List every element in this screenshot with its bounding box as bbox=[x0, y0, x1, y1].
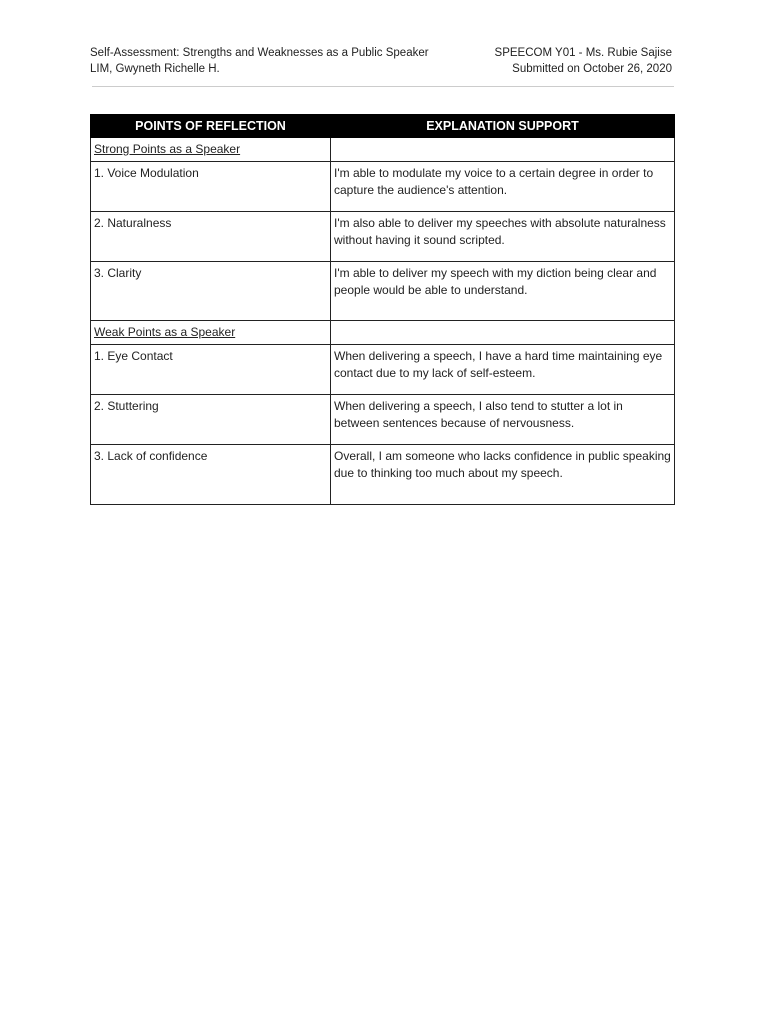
header-divider bbox=[92, 86, 674, 87]
explanation-cell: Overall, I am someone who lacks confidence in public speaking due to thinking too much about my speech. bbox=[331, 445, 675, 505]
section-label-strong: Strong Points as a Speaker bbox=[94, 142, 241, 156]
table-row bbox=[91, 445, 675, 505]
page-header bbox=[90, 45, 672, 77]
point-cell: 3. Lack of confidence bbox=[91, 445, 331, 505]
explanation-cell: I'm able to modulate my voice to a certain degree in order to capture the audience's attention. bbox=[331, 162, 675, 212]
table-row bbox=[91, 262, 675, 321]
explanation-cell: I'm able to deliver my speech with my diction being clear and people would be able to understand. bbox=[331, 262, 675, 321]
reflection-table bbox=[90, 114, 675, 505]
header-title: Self-Assessment: Strengths and Weaknesses as a Public Speaker bbox=[90, 47, 429, 59]
table-row bbox=[91, 345, 675, 395]
header-row-1 bbox=[90, 45, 672, 61]
section-row-strong bbox=[91, 138, 675, 162]
header-course: SPEECOM Y01 - Ms. Rubie Sajise bbox=[494, 47, 672, 59]
column-header-points: POINTS OF REFLECTION bbox=[91, 115, 331, 138]
point-cell: 2. Stuttering bbox=[91, 395, 331, 445]
section-row-weak bbox=[91, 321, 675, 345]
point-cell: 3. Clarity bbox=[91, 262, 331, 321]
table-row bbox=[91, 395, 675, 445]
header-row-2 bbox=[90, 61, 672, 77]
explanation-cell: When delivering a speech, I also tend to stutter a lot in between sentences because of nervousness. bbox=[331, 395, 675, 445]
explanation-cell: I'm also able to deliver my speeches with absolute naturalness without having it sound scripted. bbox=[331, 212, 675, 262]
column-header-explanation: EXPLANATION SUPPORT bbox=[331, 115, 675, 138]
table-header-row bbox=[91, 115, 675, 138]
empty-cell bbox=[331, 138, 675, 162]
point-cell: 1. Voice Modulation bbox=[91, 162, 331, 212]
header-author: LIM, Gwyneth Richelle H. bbox=[90, 63, 220, 75]
empty-cell bbox=[331, 321, 675, 345]
table-row bbox=[91, 212, 675, 262]
header-submission-date: Submitted on October 26, 2020 bbox=[512, 63, 672, 75]
table-row bbox=[91, 162, 675, 212]
section-label-weak: Weak Points as a Speaker bbox=[94, 325, 236, 339]
point-cell: 1. Eye Contact bbox=[91, 345, 331, 395]
explanation-cell: When delivering a speech, I have a hard time maintaining eye contact due to my lack of self-esteem. bbox=[331, 345, 675, 395]
point-cell: 2. Naturalness bbox=[91, 212, 331, 262]
